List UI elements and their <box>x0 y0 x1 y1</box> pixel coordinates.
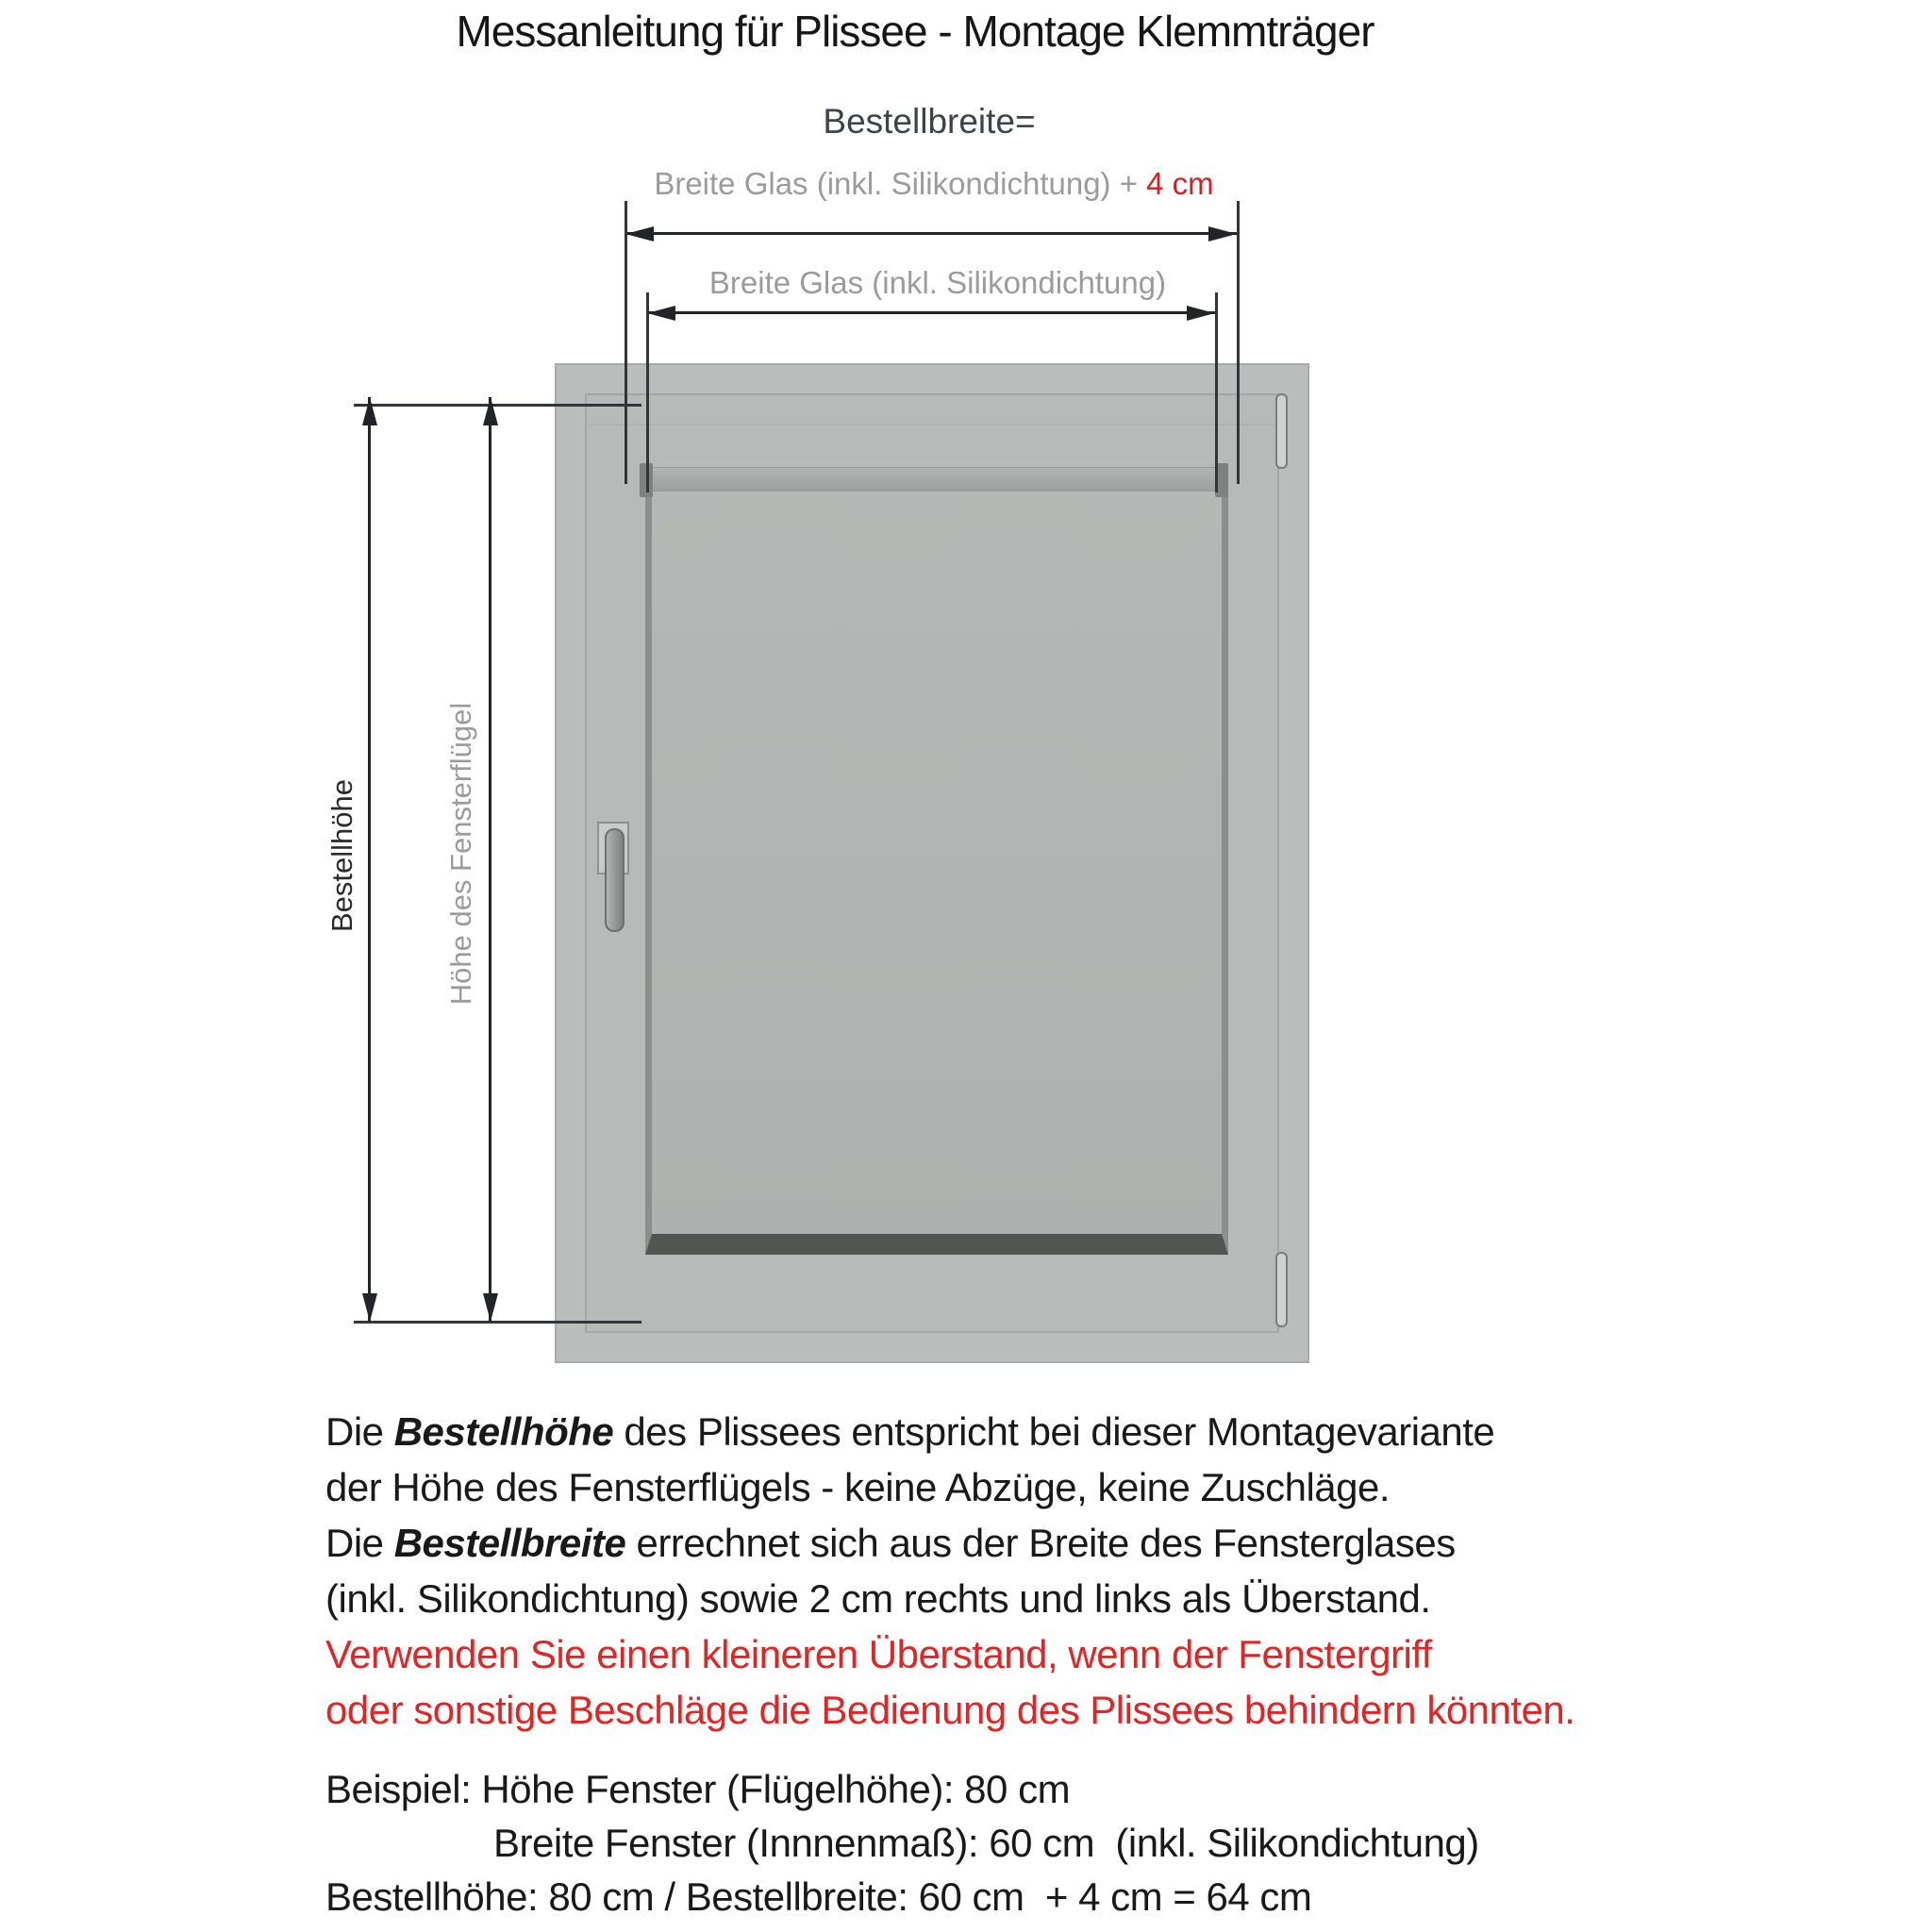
explanation-line-1 <box>325 1404 1646 1459</box>
warning-line-1: Verwenden Sie einen kleineren Überstand, wenn der Fenstergriff <box>325 1632 1432 1676</box>
text-run: errechnet sich aus der Breite des Fensterglases <box>625 1521 1456 1565</box>
sash-height-label: Höhe des Fensterflügel <box>444 702 477 1006</box>
glass-width-plus-label-red: 4 cm <box>1146 166 1214 201</box>
text-run: des Plissees entspricht bei dieser Montagevariante <box>613 1409 1495 1454</box>
example-block <box>325 1762 1740 1924</box>
width-extension-line-outer-left <box>625 201 627 484</box>
window-hinge-bottom <box>1275 1252 1288 1327</box>
explanation-line-2: der Höhe des Fensterflügels - keine Abzüge, keine Zuschläge. <box>325 1465 1391 1509</box>
width-extension-line-inner-right <box>1215 292 1218 492</box>
term-bestellbreite: Bestellbreite <box>393 1521 626 1565</box>
text-run: Die <box>325 1521 394 1565</box>
glass-width-plus-label <box>585 166 1283 202</box>
glass-width-label: Breite Glas (inkl. Silikondichtung) <box>708 265 1167 300</box>
sash-height-dimension-arrow <box>489 397 491 1322</box>
example-line-2: Breite Fenster (Innnenmaß): 60 cm (inkl. Silikondichtung) <box>493 1821 1479 1865</box>
plissee-top-rail <box>640 467 1228 491</box>
warning-line-2: oder sonstige Beschläge die Bedienung des Plissees behindern könnten. <box>325 1688 1575 1732</box>
window-hinge-top <box>1275 393 1288 469</box>
explanation-line-3 <box>325 1515 1646 1571</box>
order-width-label: Bestellbreite= <box>823 102 1036 141</box>
width-dimension-arrow-inner <box>647 311 1215 314</box>
example-line-3: Bestellhöhe: 80 cm / Bestellbreite: 60 cm + 4 cm = 64 cm <box>325 1874 1312 1919</box>
glass-width-plus-label-gray: Breite Glas (inkl. Silikondichtung) + <box>654 166 1147 201</box>
example-line-1: Beispiel: Höhe Fenster (Flügelhöhe): 80 cm <box>325 1767 1071 1811</box>
page-title: Messanleitung für Plissee - Montage Klemmträger <box>456 7 1374 56</box>
explanation-line-4: (inkl. Silikondichtung) sowie 2 cm rechts und links als Überstand. <box>325 1576 1431 1621</box>
width-extension-line-outer-right <box>1237 201 1240 484</box>
width-dimension-arrow-outer <box>625 232 1237 235</box>
explanation-paragraph <box>325 1404 1646 1738</box>
order-height-label: Bestellhöhe <box>325 779 358 933</box>
width-extension-line-inner-left <box>646 292 649 492</box>
window-glass-with-plissee <box>645 468 1228 1255</box>
text-run: Die <box>325 1409 394 1454</box>
window-handle-grip <box>605 828 625 932</box>
sash-top-edge-line <box>589 424 1275 425</box>
order-height-dimension-arrow <box>368 397 371 1322</box>
term-bestellhoehe: Bestellhöhe <box>393 1409 614 1454</box>
